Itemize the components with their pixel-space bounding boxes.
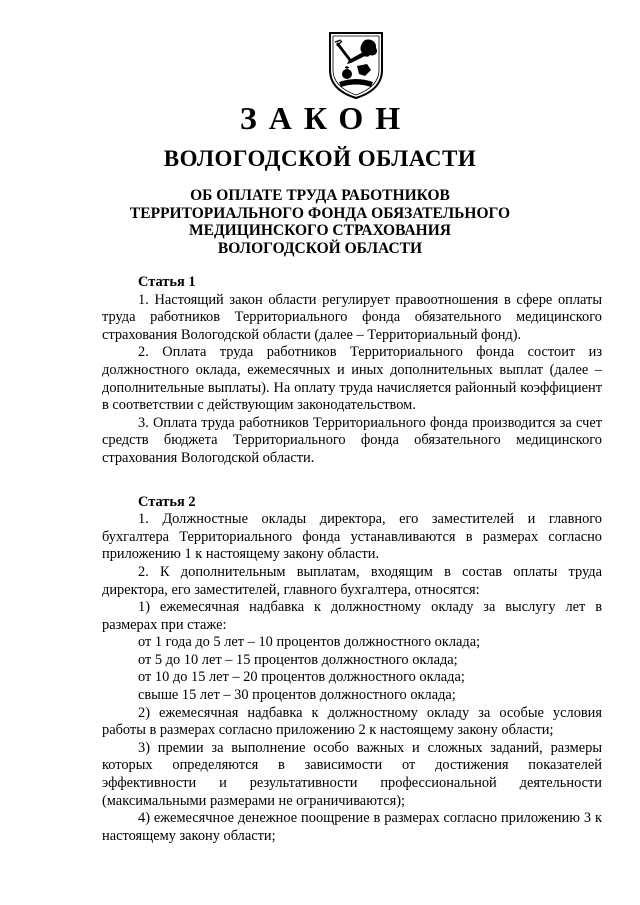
paragraph: 3. Оплата труда работников Территориального фонда производится за счет средств бюджета Территориального фонда обязательного медицинского страхования Вологодской области. [102, 414, 602, 466]
list-item: 2) ежемесячная надбавка к должностному окладу за особые условия работы в размерах согласно приложению 2 к настоящему закону области; [102, 704, 602, 739]
scale-line: от 10 до 15 лет – 20 процентов должностного оклада; [138, 669, 465, 686]
subtitle-line: ОБ ОПЛАТЕ ТРУДА РАБОТНИКОВ [190, 187, 450, 204]
scale-line: свыше 15 лет – 30 процентов должностного оклада; [138, 687, 456, 704]
subtitle-line: ВОЛОГОДСКОЙ ОБЛАСТИ [217, 239, 423, 257]
document-title: ЗАКОН [239, 100, 413, 136]
subtitle-line: МЕДИЦИНСКОГО СТРАХОВАНИЯ [189, 222, 451, 239]
document-body [102, 274, 602, 845]
list-item: 4) ежемесячное денежное поощрение в размерах согласно приложению 3 к настоящему закону области; [102, 810, 602, 844]
paragraph: 2. К дополнительным выплатам, входящим в состав оплаты труда директора, его заместителей, главного бухгалтера, относятся: [102, 563, 602, 598]
document-region: ВОЛОГОДСКОЙ ОБЛАСТИ [163, 146, 477, 171]
document-subtitle [0, 187, 640, 257]
list-item: 3) премии за выполнение особо важных и сложных заданий, размеры которых определяются в зависимости от достижения показателей эффективности и результативности профессиональной деятельности (максимальными размерами не ограничиваются); [102, 739, 602, 809]
vologda-coat-of-arms-icon [327, 30, 385, 100]
article-heading: Статья 1 [138, 274, 196, 290]
article-2 [102, 494, 602, 846]
article-heading: Статья 2 [138, 493, 196, 510]
subtitle-line: ТЕРРИТОРИАЛЬНОГО ФОНДА ОБЯЗАТЕЛЬНОГО [129, 204, 511, 222]
section-gap [102, 468, 602, 494]
paragraph: 2. Оплата труда работников Территориального фонда состоит из должностного оклада, ежемесячных и иных дополнительных выплат (далее – дополнительные выплаты). На оплату труда начисляется районный коэффициент в соответствии с действующим законодательством. [102, 344, 602, 414]
list-item: 1) ежемесячная надбавка к должностному окладу за выслугу лет в размерах при стаже: [102, 599, 602, 633]
paragraph: 1. Должностные оклады директора, его заместителей и главного бухгалтера Территориального фонда устанавливаются в размерах согласно приложению 1 к настоящему закону области. [102, 511, 602, 563]
scale-line: от 1 года до 5 лет – 10 процентов должностного оклада; [138, 634, 481, 651]
paragraph: 1. Настоящий закон области регулирует правоотношения в сфере оплаты труда работников Территориального фонда обязательного медицинского страхования Вологодской области (далее – Территориальный фонд). [102, 291, 602, 343]
scale-line: от 5 до 10 лет – 15 процентов должностного оклада; [138, 651, 458, 668]
article-1 [102, 274, 602, 468]
